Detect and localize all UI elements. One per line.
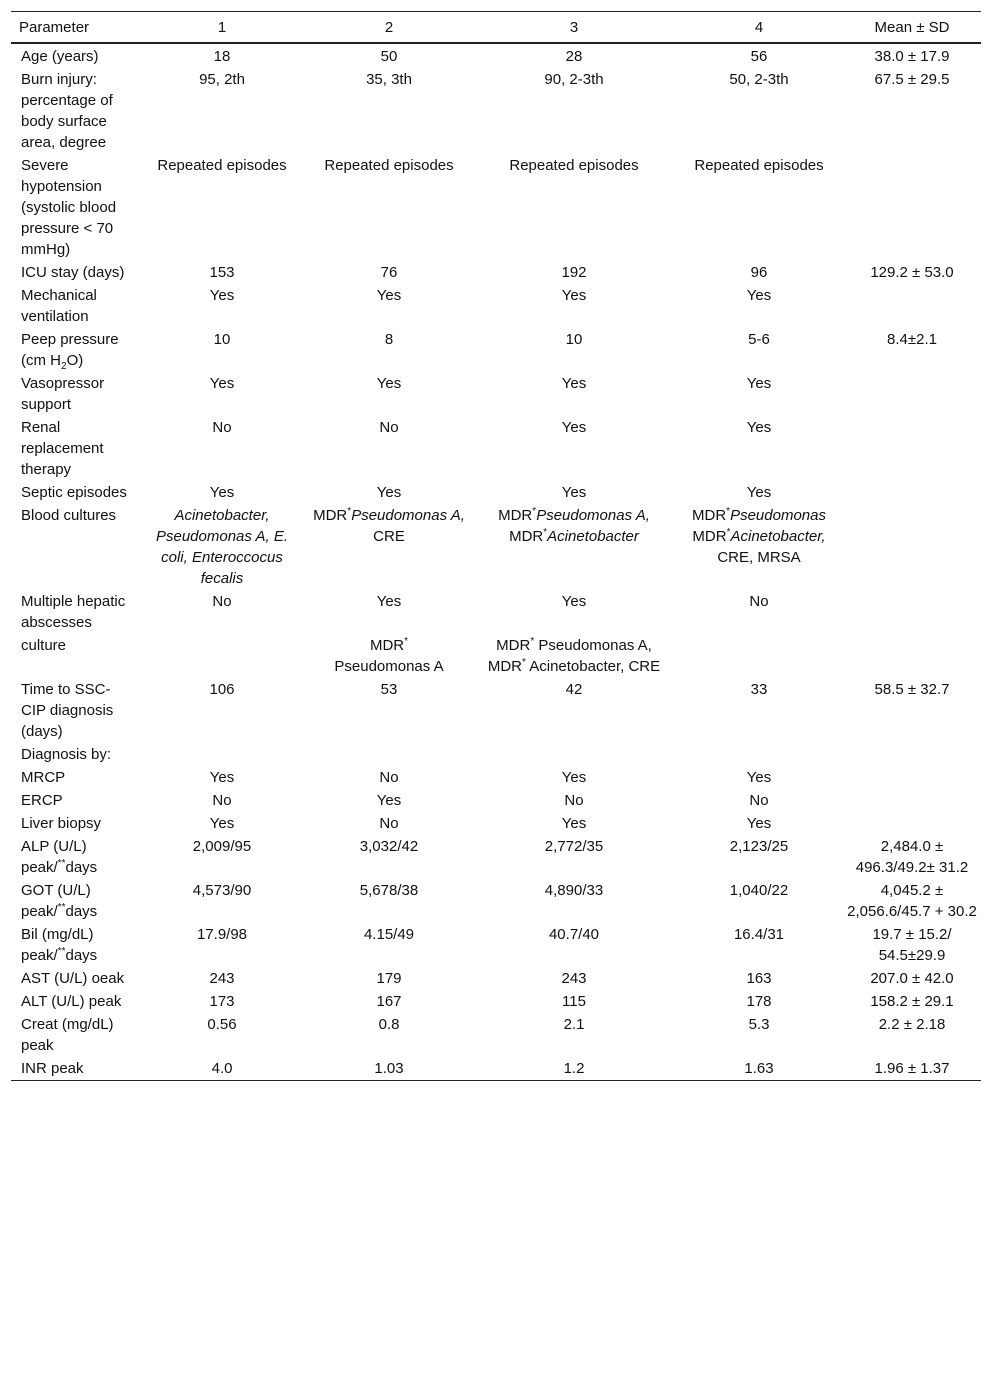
cell-patient-2 xyxy=(305,743,473,766)
cell-patient-1: No xyxy=(212,792,232,809)
cell-mean-sd: 67.5 ± 29.5 xyxy=(874,71,950,88)
cell-mean-sd xyxy=(843,284,981,328)
table-row xyxy=(11,923,981,967)
cell-patient-1 xyxy=(139,743,305,766)
cell-patient-4: 50, 2-3th xyxy=(729,71,789,88)
cell-patient-3: 10 xyxy=(565,331,583,348)
cell-patient-4: No xyxy=(749,593,769,610)
cell-patient-1: No xyxy=(212,419,232,436)
cell-mean-sd: 2.2 ± 2.18 xyxy=(878,1016,946,1033)
cell-patient-3: 1.2 xyxy=(563,1060,585,1077)
cell-patient-1: 173 xyxy=(209,993,235,1010)
cell-patient-1: 17.9/98 xyxy=(196,926,248,943)
table-header-row xyxy=(11,12,981,44)
cell-patient-2: Repeated episodes xyxy=(324,157,454,174)
table-row xyxy=(11,504,981,590)
cell-patient-4: Yes xyxy=(746,815,772,832)
cell-patient-3: 90, 2-3th xyxy=(544,71,604,88)
cell-patient-3: MDR* Pseudomonas A, MDR* Acinetobacter, CRE xyxy=(487,636,661,675)
cell-mean-sd xyxy=(843,416,981,481)
cell-mean-sd: 129.2 ± 53.0 xyxy=(870,264,954,281)
row-label: Peep pressure (cm $H_2O$) xyxy=(21,331,119,372)
cell-patient-4: No xyxy=(749,792,769,809)
cell-mean-sd: 1.96 ± 1.37 xyxy=(874,1060,950,1077)
cell-patient-3: Yes xyxy=(561,593,587,610)
header-patient-1: 1 xyxy=(217,18,227,36)
cell-mean-sd: 158.2 ± 29.1 xyxy=(870,993,954,1010)
cell-patient-2: 0.8 xyxy=(378,1016,400,1033)
row-label: Burn injury: percentage of body surface area, degree xyxy=(21,71,113,151)
table-row xyxy=(11,678,981,743)
cell-patient-2: 50 xyxy=(380,48,398,65)
cell-patient-1: Repeated episodes xyxy=(157,157,287,174)
table-row xyxy=(11,261,981,284)
cell-patient-4: 1,040/22 xyxy=(729,882,789,899)
cell-patient-1: 0.56 xyxy=(207,1016,237,1033)
cell-patient-3: Yes xyxy=(561,375,587,392)
cell-patient-3: 115 xyxy=(562,993,586,1010)
cell-patient-1 xyxy=(139,634,305,678)
cell-patient-3: No xyxy=(564,792,584,809)
cell-mean-sd: 4,045.2 ± 2,056.6/45.7 + 30.2 xyxy=(847,882,977,920)
cell-patient-2: MDR*Pseudomonas A, CRE xyxy=(313,506,465,545)
cell-patient-4: 16.4/31 xyxy=(733,926,785,943)
cell-mean-sd: 38.0 ± 17.9 xyxy=(874,48,950,65)
row-label: GOT (U/L) peak/**days xyxy=(21,882,98,920)
cell-patient-2: No xyxy=(379,419,399,436)
table-row xyxy=(11,879,981,923)
cell-patient-2: 35, 3th xyxy=(366,71,412,88)
row-label: Mechanical ventilation xyxy=(21,287,97,325)
table-row xyxy=(11,766,981,789)
cell-patient-2: 3,032/42 xyxy=(359,838,419,855)
table-row xyxy=(11,967,981,990)
cell-patient-3: 243 xyxy=(561,970,587,987)
table-row xyxy=(11,154,981,261)
cell-patient-4: 5.3 xyxy=(748,1016,770,1033)
row-label: MRCP xyxy=(21,769,66,786)
cell-patient-1: 4.0 xyxy=(211,1060,233,1077)
cell-patient-2: Yes xyxy=(376,484,402,501)
header-patient-3: 3 xyxy=(569,18,579,36)
cell-mean-sd xyxy=(843,504,981,590)
row-label: ALP (U/L) peak/**days xyxy=(21,838,98,876)
table-row xyxy=(11,990,981,1013)
header-patient-4: 4 xyxy=(754,18,764,36)
cell-patient-4: Yes xyxy=(746,375,772,392)
cell-patient-4: Yes xyxy=(746,287,772,304)
cell-patient-4: Yes xyxy=(746,769,772,786)
header-patient-2: 2 xyxy=(384,18,394,36)
cell-patient-1: 95, 2th xyxy=(199,71,245,88)
table-row xyxy=(11,789,981,812)
row-label: Liver biopsy xyxy=(21,815,102,832)
cell-patient-3: 2.1 xyxy=(563,1016,585,1033)
header-mean-sd: Mean ± SD xyxy=(874,18,950,36)
row-label: Vasopressor support xyxy=(21,375,105,413)
cell-patient-4: 96 xyxy=(750,264,768,281)
row-label: Creat (mg/dL) peak xyxy=(21,1016,114,1054)
row-label: Septic episodes xyxy=(21,484,127,501)
row-label: Blood cultures xyxy=(21,507,117,524)
cell-patient-3 xyxy=(473,743,675,766)
cell-patient-3: 2,772/35 xyxy=(544,838,604,855)
cell-patient-2: 76 xyxy=(380,264,398,281)
cell-patient-2: 4.15/49 xyxy=(363,926,415,943)
cell-patient-1: 153 xyxy=(209,264,235,281)
cell-mean-sd: 58.5 ± 32.7 xyxy=(874,681,950,698)
table-row xyxy=(11,835,981,879)
cell-patient-4 xyxy=(675,634,843,678)
cell-patient-4: 178 xyxy=(746,993,772,1010)
table-row xyxy=(11,590,981,634)
row-label: Bil (mg/dL) peak/**days xyxy=(21,926,98,964)
cell-patient-3: Yes xyxy=(561,815,587,832)
cell-patient-3: 42 xyxy=(565,681,583,698)
cell-patient-1: 243 xyxy=(209,970,235,987)
cell-mean-sd xyxy=(843,590,981,634)
row-label: culture xyxy=(21,637,67,654)
cell-mean-sd xyxy=(843,743,981,766)
cell-patient-2: Yes xyxy=(376,792,402,809)
cell-mean-sd xyxy=(843,481,981,504)
row-label: Severe hypotension (systolic blood pressure < 70 mmHg) xyxy=(21,157,117,258)
table-row xyxy=(11,481,981,504)
cell-mean-sd: 8.4±2.1 xyxy=(887,331,937,348)
cell-patient-3: 192 xyxy=(561,264,587,281)
cell-patient-4: Repeated episodes xyxy=(694,157,824,174)
cell-patient-2: 53 xyxy=(380,681,398,698)
cell-patient-4: 56 xyxy=(750,48,768,65)
row-label: ALT (U/L) peak xyxy=(21,993,122,1010)
cell-patient-3: Yes xyxy=(561,484,587,501)
cell-patient-1: Yes xyxy=(209,484,235,501)
cell-patient-1: 18 xyxy=(213,48,231,65)
cell-patient-3: 4,890/33 xyxy=(544,882,604,899)
table-row xyxy=(11,43,981,68)
table-row xyxy=(11,372,981,416)
cell-patient-2: 179 xyxy=(376,970,402,987)
cell-patient-4: MDR*Pseudomonas MDR*Acinetobacter, CRE, MRSA xyxy=(692,506,826,566)
cell-patient-3: Yes xyxy=(561,769,587,786)
table-row xyxy=(11,1057,981,1081)
cell-patient-1: Yes xyxy=(209,769,235,786)
row-label: Renal replacement therapy xyxy=(21,419,104,478)
cell-mean-sd: 19.7 ± 15.2/ 54.5±29.9 xyxy=(872,926,952,964)
cell-mean-sd: 207.0 ± 42.0 xyxy=(870,970,954,987)
cell-mean-sd xyxy=(843,372,981,416)
row-label: INR peak xyxy=(21,1060,84,1077)
cell-patient-4 xyxy=(675,743,843,766)
table-row xyxy=(11,812,981,835)
cell-patient-4: 1.63 xyxy=(744,1060,774,1077)
cell-patient-2: No xyxy=(379,815,399,832)
cell-patient-3: Repeated episodes xyxy=(509,157,639,174)
cell-patient-1: Acinetobacter, Pseudomonas A, E. coli, Enteroccocus fecalis xyxy=(155,507,289,587)
cell-patient-2: 1.03 xyxy=(374,1060,404,1077)
cell-patient-2: Yes xyxy=(376,593,402,610)
cell-patient-3: 28 xyxy=(565,48,583,65)
cell-patient-3: MDR*Pseudomonas A, MDR*Acinetobacter xyxy=(498,506,650,545)
table-body xyxy=(11,43,981,1081)
table-row xyxy=(11,743,981,766)
cell-patient-3: Yes xyxy=(561,287,587,304)
patient-characteristics-table xyxy=(11,11,981,1081)
cell-patient-3: Yes xyxy=(561,419,587,436)
cell-patient-4: 2,123/25 xyxy=(729,838,789,855)
row-label: ICU stay (days) xyxy=(21,264,125,281)
cell-patient-2: No xyxy=(379,769,399,786)
cell-patient-1: Yes xyxy=(209,375,235,392)
cell-patient-1: 2,009/95 xyxy=(192,838,252,855)
row-label: AST (U/L) oeak xyxy=(21,970,125,987)
cell-patient-2: MDR* Pseudomonas A xyxy=(334,636,444,675)
table-row xyxy=(11,284,981,328)
table-row xyxy=(11,328,981,372)
cell-patient-2: Yes xyxy=(376,287,402,304)
table-row xyxy=(11,68,981,154)
row-label: Time to SSC-CIP diagnosis (days) xyxy=(21,681,114,740)
cell-patient-4: Yes xyxy=(746,484,772,501)
cell-patient-1: 4,573/90 xyxy=(192,882,252,899)
cell-patient-4: Yes xyxy=(746,419,772,436)
cell-patient-3: 40.7/40 xyxy=(548,926,600,943)
cell-patient-1: 10 xyxy=(213,331,231,348)
cell-patient-1: Yes xyxy=(209,287,235,304)
cell-mean-sd xyxy=(843,812,981,835)
cell-patient-2: 5,678/38 xyxy=(359,882,419,899)
cell-patient-2: 8 xyxy=(384,331,394,348)
row-label: Multiple hepatic abscesses xyxy=(21,593,126,631)
row-label: Age (years) xyxy=(21,48,99,65)
cell-mean-sd xyxy=(843,766,981,789)
table-row xyxy=(11,634,981,678)
cell-patient-2: Yes xyxy=(376,375,402,392)
row-label: Diagnosis by: xyxy=(21,746,112,763)
cell-patient-4: 33 xyxy=(750,681,768,698)
cell-mean-sd: 2,484.0 ± 496.3/49.2± 31.2 xyxy=(855,838,969,876)
cell-mean-sd xyxy=(843,154,981,261)
cell-patient-1: 106 xyxy=(209,681,235,698)
cell-patient-1: Yes xyxy=(209,815,235,832)
cell-mean-sd xyxy=(843,789,981,812)
cell-patient-4: 163 xyxy=(746,970,772,987)
table-row xyxy=(11,416,981,481)
header-parameter: Parameter xyxy=(19,18,90,36)
cell-patient-1: No xyxy=(212,593,232,610)
cell-patient-4: 5-6 xyxy=(748,331,770,348)
table-row xyxy=(11,1013,981,1057)
cell-mean-sd xyxy=(843,634,981,678)
row-label: ERCP xyxy=(21,792,63,809)
cell-patient-2: 167 xyxy=(376,993,402,1010)
